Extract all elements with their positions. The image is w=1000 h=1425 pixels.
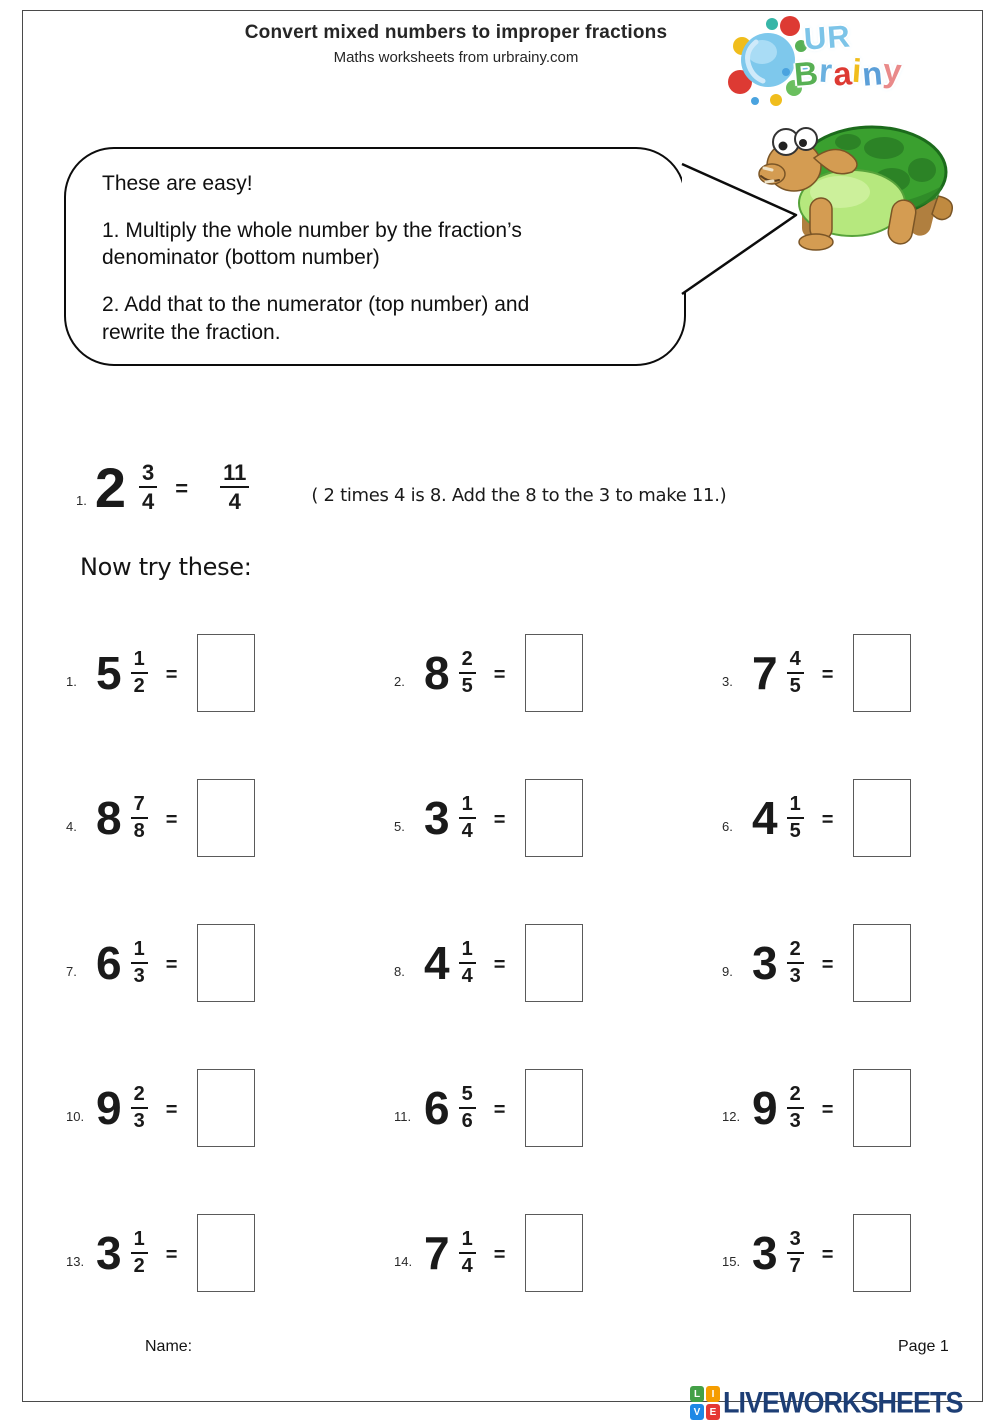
problem: [66, 779, 288, 857]
problem-whole-number: 3: [424, 791, 449, 844]
liveworksheets-text: LIVEWORKSHEETS: [723, 1386, 963, 1419]
answer-box[interactable]: [525, 924, 583, 1002]
problem-number: 12.: [722, 1109, 741, 1124]
problem-number: 2.: [394, 674, 405, 689]
problem-number: 4.: [66, 819, 77, 834]
example-whole-number: 2: [94, 455, 125, 519]
problem-whole-number: 9: [752, 1081, 777, 1134]
fraction-numerator: 2: [459, 649, 476, 674]
problem-number: 14.: [394, 1254, 413, 1269]
fraction-numerator: 2: [787, 1084, 804, 1109]
problem-fraction: [787, 1084, 804, 1132]
fraction-denominator: 5: [789, 674, 801, 697]
answer-box[interactable]: [853, 779, 911, 857]
page-subtitle: Maths worksheets from urbrainy.com: [333, 49, 579, 66]
equals-sign: =: [165, 954, 178, 976]
equals-sign: =: [493, 1099, 506, 1121]
problem-whole-number: 4: [752, 791, 777, 844]
problem-number: 13.: [66, 1254, 85, 1269]
fraction-denominator: 3: [133, 964, 145, 987]
problem-whole-number: 5: [96, 646, 121, 699]
logo-ur-text: UR: [802, 18, 852, 57]
problem-whole-number: 6: [96, 936, 121, 989]
problem-number: 5.: [394, 819, 405, 834]
problem: [66, 924, 288, 1002]
answer-box[interactable]: [853, 1214, 911, 1292]
liveworksheets-grid-icon: [690, 1386, 720, 1420]
problem-number: 6.: [722, 819, 733, 834]
problem: [394, 1069, 616, 1147]
answer-box[interactable]: [197, 1214, 255, 1292]
answer-box[interactable]: [853, 634, 911, 712]
problem-number: 11.: [394, 1109, 412, 1124]
instruction-text: Now try these:: [80, 553, 252, 581]
problem-number: 1.: [66, 674, 77, 689]
grid-letter: L: [690, 1386, 704, 1402]
answer-box[interactable]: [525, 1069, 583, 1147]
equals-sign: =: [165, 1244, 178, 1266]
logo-letter: r: [817, 51, 835, 90]
problem: [394, 1214, 616, 1292]
fraction-denominator: 6: [461, 1109, 473, 1132]
answer-box[interactable]: [853, 1069, 911, 1147]
fraction-denominator: 5: [461, 674, 473, 697]
answer-box[interactable]: [197, 634, 255, 712]
problem-number: 10.: [66, 1109, 85, 1124]
fraction-numerator: 1: [131, 1229, 148, 1254]
problem-whole-number: 3: [96, 1226, 121, 1279]
answer-box[interactable]: [525, 634, 583, 712]
problem-whole-number: 3: [752, 936, 777, 989]
problem: [394, 634, 616, 712]
problem: [394, 779, 616, 857]
example-number: 1.: [76, 492, 87, 508]
problem: [66, 1214, 288, 1292]
example-answer-fraction: [220, 461, 249, 513]
logo-letter: a: [831, 54, 854, 93]
logo-brainy-text: [792, 51, 905, 94]
problem: [722, 1214, 944, 1292]
example-note: ( 2 times 4 is 8. Add the 8 to the 3 to make 11.): [311, 484, 727, 506]
problem-whole-number: 7: [752, 646, 777, 699]
fraction-denominator: 3: [789, 1109, 801, 1132]
equals-sign: =: [821, 809, 834, 831]
grid-letter: E: [706, 1404, 720, 1420]
equals-sign: =: [493, 1244, 506, 1266]
fraction-denominator: 3: [789, 964, 801, 987]
fraction-denominator: 5: [789, 819, 801, 842]
problem: [394, 924, 616, 1002]
fraction-denominator: 8: [133, 819, 145, 842]
fraction-numerator: 7: [131, 794, 148, 819]
equals-sign: =: [821, 954, 834, 976]
problems-grid: [66, 600, 944, 1325]
problem-whole-number: 8: [424, 646, 449, 699]
fraction-denominator: 7: [789, 1254, 801, 1277]
equals-sign: =: [821, 1244, 834, 1266]
problem-fraction: [787, 794, 804, 842]
problem-whole-number: 6: [424, 1081, 449, 1134]
bubble-line-2: 1. Multiply the whole number by the fraction’s denominator (bottom number): [102, 218, 522, 270]
equals-sign: =: [493, 664, 506, 686]
equals-sign: =: [821, 1099, 834, 1121]
turtle-icon: [752, 118, 957, 258]
problem-fraction: [131, 649, 148, 697]
problem-number: 15.: [722, 1254, 741, 1269]
problem-fraction: [459, 794, 476, 842]
fraction-numerator: 5: [459, 1084, 476, 1109]
fraction-numerator: 4: [787, 649, 804, 674]
fraction-numerator: 1: [131, 939, 148, 964]
problem-fraction: [131, 794, 148, 842]
liveworksheets-logo[interactable]: [690, 1386, 963, 1420]
page-title: Convert mixed numbers to improper fractions: [244, 22, 668, 43]
problem-whole-number: 4: [424, 936, 449, 989]
problem: [722, 634, 944, 712]
problem: [66, 1069, 288, 1147]
page-number: Page 1: [898, 1338, 949, 1355]
problem-number: 7.: [66, 964, 77, 979]
fraction-numerator: 3: [787, 1229, 804, 1254]
problem-number: 9.: [722, 964, 733, 979]
problem-fraction: [787, 1229, 804, 1277]
problem-whole-number: 3: [752, 1226, 777, 1279]
fraction-denominator: 4: [461, 964, 473, 987]
fraction-numerator: 1: [459, 794, 476, 819]
worked-example: [76, 443, 726, 531]
answer-box[interactable]: [525, 779, 583, 857]
problem-fraction: [459, 939, 476, 987]
problem-whole-number: 9: [96, 1081, 121, 1134]
answer-box[interactable]: [197, 1069, 255, 1147]
equals-sign: =: [493, 954, 506, 976]
grid-letter: V: [690, 1404, 704, 1420]
problem: [722, 1069, 944, 1147]
fraction-numerator: 3: [139, 461, 157, 488]
problem-fraction: [459, 1084, 476, 1132]
problem-fraction: [787, 649, 804, 697]
problem-number: 3.: [722, 674, 733, 689]
answer-box[interactable]: [197, 779, 255, 857]
fraction-denominator: 2: [133, 1254, 145, 1277]
problem-number: 8.: [394, 964, 405, 979]
equals-sign: =: [165, 1099, 178, 1121]
bubble-line-3: 2. Add that to the numerator (top number) and rewrite the fraction.: [102, 293, 530, 344]
fraction-numerator: 11: [220, 461, 249, 488]
logo-letter: y: [882, 51, 905, 90]
fraction-denominator: 2: [133, 674, 145, 697]
problem-fraction: [131, 939, 148, 987]
problem-fraction: [787, 939, 804, 987]
fraction-numerator: 1: [459, 939, 476, 964]
logo-letter: B: [792, 53, 821, 94]
fraction-denominator: 4: [228, 489, 241, 514]
bubble-line-1: These are easy!: [102, 172, 253, 195]
fraction-numerator: 2: [131, 1084, 148, 1109]
equals-sign: =: [175, 476, 189, 501]
answer-box[interactable]: [853, 924, 911, 1002]
equals-sign: =: [165, 809, 178, 831]
logo-letter: i: [850, 51, 864, 90]
fraction-denominator: 4: [142, 489, 155, 514]
fraction-numerator: 1: [787, 794, 804, 819]
problem-fraction: [459, 1229, 476, 1277]
equals-sign: =: [821, 664, 834, 686]
problem: [722, 779, 944, 857]
problem-whole-number: 7: [424, 1226, 449, 1279]
example-fraction: [139, 461, 157, 513]
answer-box[interactable]: [525, 1214, 583, 1292]
problem: [66, 634, 288, 712]
problem: [722, 924, 944, 1002]
problem-fraction: [459, 649, 476, 697]
fraction-numerator: 1: [131, 649, 148, 674]
equals-sign: =: [493, 809, 506, 831]
urbrainy-logo: [728, 10, 968, 110]
name-label: Name:: [145, 1338, 193, 1355]
logo-letter: n: [860, 54, 886, 93]
problem-fraction: [131, 1084, 148, 1132]
fraction-numerator: 2: [787, 939, 804, 964]
fraction-denominator: 4: [461, 1254, 473, 1277]
fraction-denominator: 4: [461, 819, 473, 842]
fraction-numerator: 1: [459, 1229, 476, 1254]
answer-box[interactable]: [197, 924, 255, 1002]
equals-sign: =: [165, 664, 178, 686]
speech-bubble: [64, 147, 686, 366]
problem-whole-number: 8: [96, 791, 121, 844]
fraction-denominator: 3: [133, 1109, 145, 1132]
grid-letter: I: [706, 1386, 720, 1402]
problem-fraction: [131, 1229, 148, 1277]
